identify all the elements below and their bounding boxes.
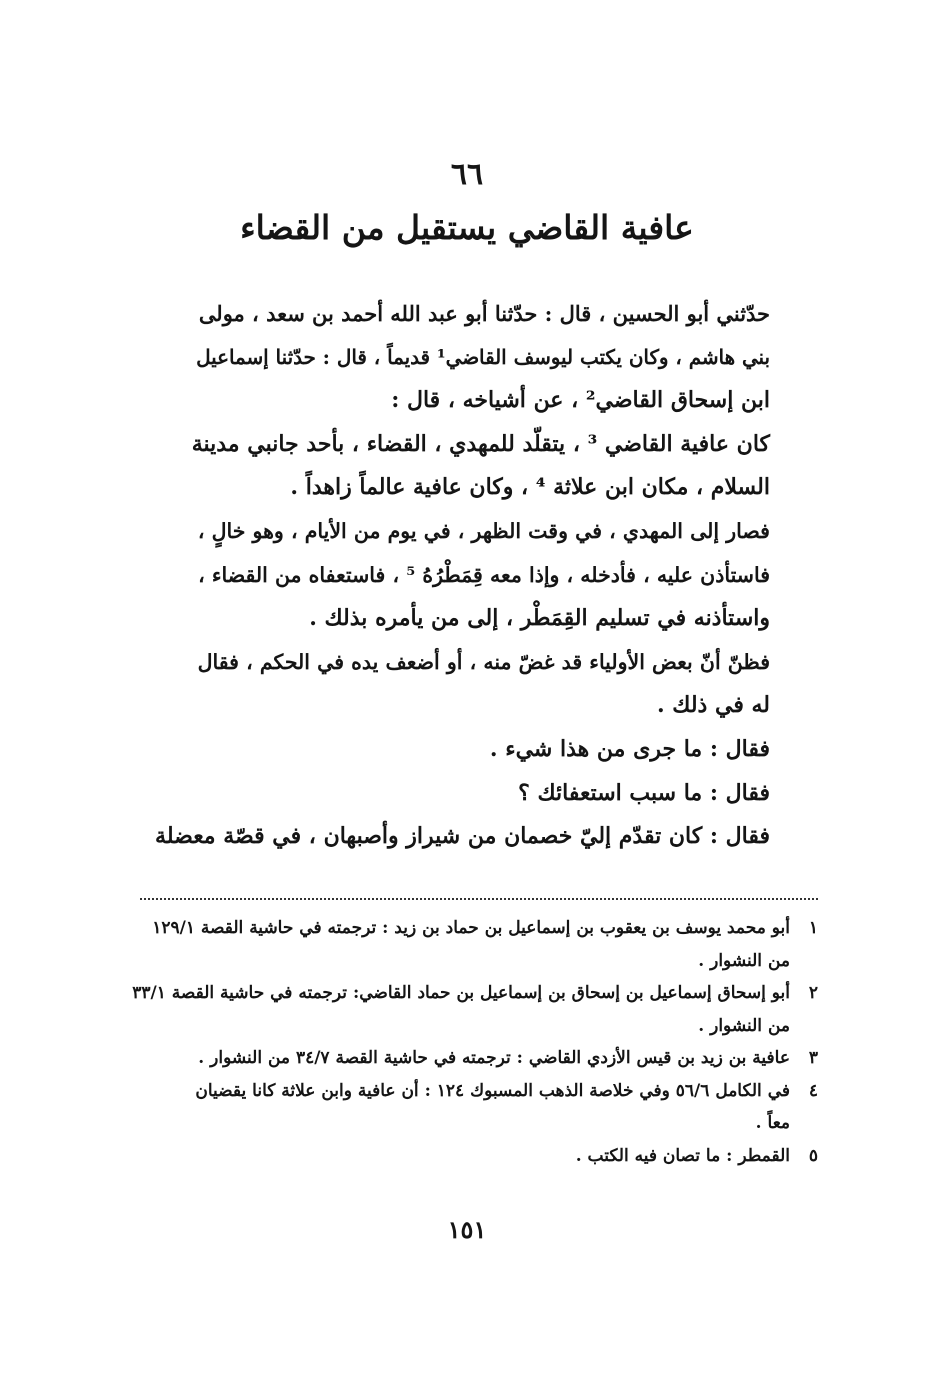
footnote-2 [132, 977, 818, 1042]
footnote-text [132, 977, 790, 1042]
paragraph-1 [140, 292, 818, 423]
page-number: ١٥١ [447, 1215, 487, 1244]
footnote-text [140, 1075, 790, 1140]
footnote-4 [140, 1075, 818, 1140]
footnote-1 [140, 912, 818, 977]
paragraph-3 [140, 510, 818, 641]
story-number: ٦٦ [450, 157, 484, 192]
text-line: فقال : ما سبب استعفائك ؟ [518, 779, 770, 806]
text-line: كان عافية القاضي ³ ، يتقلّد للمهدي ، القضاء ، بأحد جانبي مدينة [191, 430, 770, 457]
main-text [140, 292, 818, 859]
text-line: فاستأذن عليه ، فأدخله ، وإذا معه قِمَطْرُهُ ⁵ ، فاستعفاه من القضاء ، [198, 562, 770, 587]
text-line: من النشوار . [698, 950, 790, 971]
footnote-number: ٣ [808, 1048, 818, 1068]
text-line: له في ذلك . [656, 692, 770, 719]
text-line: السلام ، مكان ابن علاثة ⁴ ، وكان عافية عالماً زاهداً . [290, 474, 770, 501]
footnote-number: ٥ [808, 1145, 818, 1166]
dialog-line-1 [140, 728, 818, 772]
text-line: أبو محمد يوسف بن يعقوب بن إسماعيل بن حماد بن زيد : ترجمته في حاشية القصة ١٢٩/١ [152, 918, 790, 938]
text-line: معاً . [755, 1113, 790, 1133]
footnotes [132, 912, 818, 1172]
text-line: القمطر : ما تصان فيه الكتب . [575, 1145, 790, 1166]
footnote-number: ٤ [808, 1080, 818, 1101]
footnote-text [140, 1140, 790, 1173]
text-line: فظنّ أنّ بعض الأولياء قد غضّ منه ، أو أضعف يده في الحكم ، فقال [197, 649, 770, 674]
text-line: واستأذنه في تسليم القِمَطْر ، إلى من يأمره بذلك . [309, 605, 770, 632]
paragraph-2 [140, 423, 818, 510]
text-line: ابن إسحاق القاضي² ، عن أشياخه ، قال : [391, 387, 770, 414]
dialog-line-2 [140, 772, 818, 816]
footnote-divider [140, 898, 818, 900]
footnote-number: ١ [808, 918, 818, 938]
text-line: بني هاشم ، وكان يكتب ليوسف القاضي¹ قديماً ، قال : حدّثنا إسماعيل [196, 344, 770, 369]
text-line: عافية بن زيد بن قيس الأزدي القاضي : ترجمته في حاشية القصة ٣٤/٧ من النشوار . [198, 1048, 790, 1068]
paragraph-4 [140, 641, 818, 728]
dialog-line-3 [140, 815, 818, 859]
text-line: فصار إلى المهدي ، في وقت الظهر ، في يوم من الأيام ، وهو خالٍ ، [197, 518, 770, 543]
footnote-text [140, 1042, 790, 1075]
footnote-5 [140, 1140, 818, 1173]
footnote-text [140, 912, 790, 977]
text-line: فقال : ما جرى من هذا شيء . [489, 735, 770, 762]
story-title: عافية القاضي يستقيل من القضاء [240, 208, 694, 247]
text-line: حدّثني أبو الحسين ، قال : حدّثنا أبو عبد الله أحمد بن سعد ، مولى [198, 301, 770, 326]
text-line: في الكامل ٥٦/٦ وفي خلاصة الذهب المسبوك ١٢٤ : أن عافية وابن علاثة كانا يقضيان [195, 1080, 790, 1101]
text-line: من النشوار . [698, 1015, 790, 1036]
text-line: فقال : كان تقدّم إليّ خصمان من شيراز وأصبهان ، في قصّة معضلة [155, 823, 770, 850]
text-line: أبو إسحاق إسماعيل بن إسحاق بن إسماعيل بن حماد القاضي: ترجمته في حاشية القصة ٣٣/١ [132, 983, 790, 1003]
footnote-number: ٢ [808, 983, 818, 1003]
footnote-3 [140, 1042, 818, 1075]
